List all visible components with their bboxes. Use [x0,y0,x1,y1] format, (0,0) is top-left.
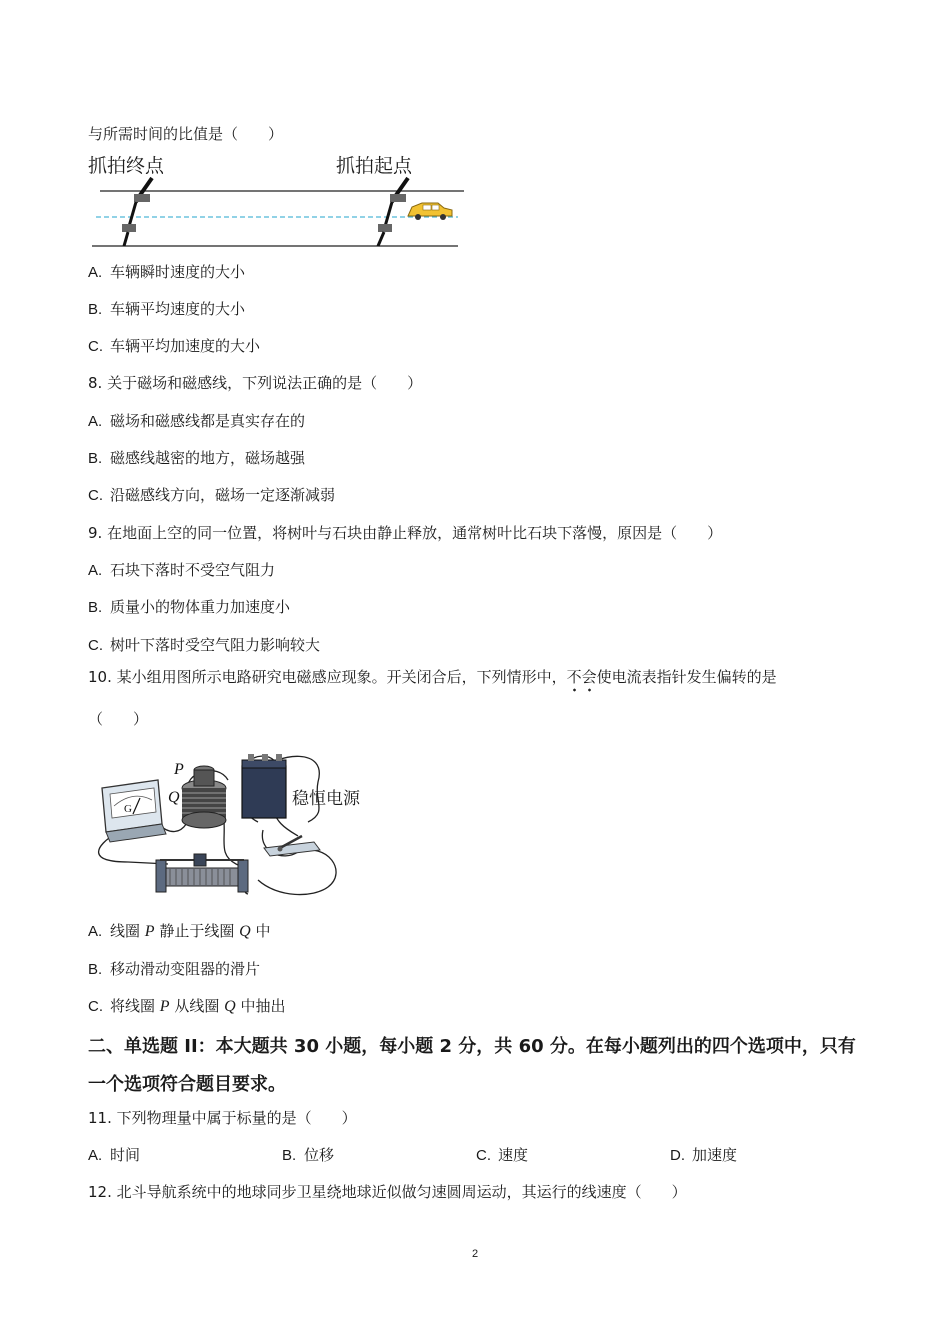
q8-stem: 8. 关于磁场和磁感线，下列说法正确的是（ ） [88,374,423,392]
label-capture-end: 抓拍终点 [88,155,165,177]
q8-option-b[interactable]: B. 磁感线越密的地方，磁场越强 [88,449,306,467]
galvanometer-icon [102,780,166,842]
q10-option-b[interactable]: B. 移动滑动变阻器的滑片 [88,960,261,978]
q7-stem-tail: 与所需时间的比值是（ ） [88,125,284,143]
emphasis-text: 不会 [566,668,597,686]
car-icon [408,203,452,220]
q9-stem: 9. 在地面上空的同一位置，将树叶与石块由静止释放，通常树叶比石块下落慢，原因是（ ） [88,524,723,542]
q9-option-a[interactable]: A. 石块下落时不受空气阻力 [88,561,276,579]
q7-option-b[interactable]: B. 车辆平均速度的大小 [88,300,246,318]
q11-option-d[interactable]: D. 加速度 [670,1146,738,1164]
page-number: 2 [471,1248,479,1260]
label-p: P [174,761,184,778]
power-supply-icon [242,754,361,818]
q10-stem-line2: （ ） [88,710,149,728]
q11-stem: 11. 下列物理量中属于标量的是（ ） [88,1109,357,1127]
q12-stem: 12. 北斗导航系统中的地球同步卫星绕地球近似做匀速圆周运动，其运行的线速度（ ） [88,1183,687,1201]
q10-option-c[interactable]: C. 将线圈 P 从线圈 Q 中抽出 [88,997,286,1015]
q8-option-a[interactable]: A. 磁场和磁感线都是真实存在的 [88,412,306,430]
q10-stem: 10. 某小组用图所示电路研究电磁感应现象。开关闭合后，下列情形中，不会使电流表指针发生偏转的是 [88,668,777,686]
switch-icon [264,836,320,856]
label-g: G [124,803,132,815]
q8-option-c[interactable]: C. 沿磁感线方向，磁场一定逐渐减弱 [88,486,336,504]
q10-option-a[interactable]: A. 线圈 P 静止于线圈 Q 中 [88,922,271,940]
q9-option-c[interactable]: C. 树叶下落时受空气阻力影响较大 [88,636,321,654]
camera-end-icon [122,178,152,246]
label-q: Q [168,789,180,806]
q7-option-c[interactable]: C. 车辆平均加速度的大小 [88,337,261,355]
q11-option-b[interactable]: B. 位移 [282,1146,335,1164]
speed-camera-figure [86,150,466,250]
camera-start-icon [378,178,408,246]
label-power-supply: 稳恒电源 [292,789,360,809]
section-heading-line1: 二、单选题 II：本大题共 30 小题，每小题 2 分，共 60 分。在每小题列出的四个选项中，只有 [88,1036,856,1057]
rheostat-icon [156,854,248,892]
circuit-figure [88,752,378,900]
q7-option-a[interactable]: A. 车辆瞬时速度的大小 [88,263,246,281]
q11-option-c[interactable]: C. 速度 [476,1146,529,1164]
section-heading-line2: 一个选项符合题目要求。 [88,1074,286,1095]
q9-option-b[interactable]: B. 质量小的物体重力加速度小 [88,598,291,616]
q11-option-a[interactable]: A. 时间 [88,1146,141,1164]
label-capture-start: 抓拍起点 [336,155,413,177]
